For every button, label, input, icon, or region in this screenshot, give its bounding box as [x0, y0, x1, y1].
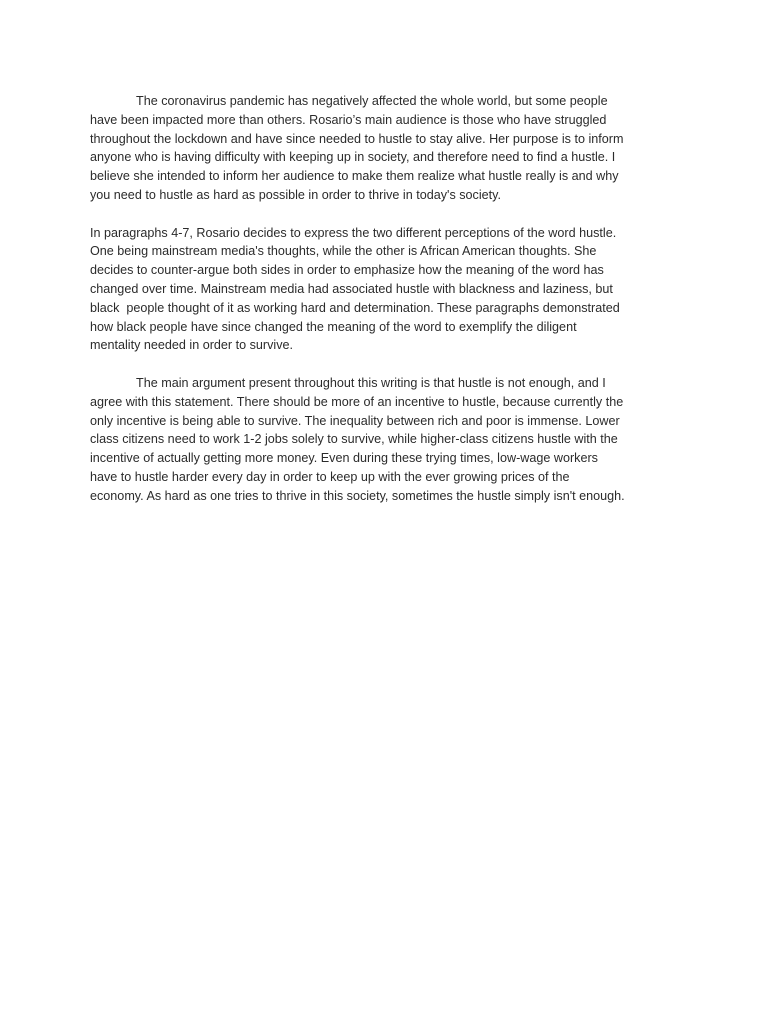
paragraph-1 — [90, 92, 686, 205]
paragraph-line: mentality needed in order to survive. — [90, 338, 294, 353]
paragraph-line: anyone who is having difficulty with keeping up in society, and therefore need to find a hustle. I — [90, 150, 616, 165]
paragraph-line: In paragraphs 4-7, Rosario decides to express the two different perceptions of the word hustle. — [90, 225, 617, 240]
paragraph-line: The main argument present throughout this writing is that hustle is not enough, and I — [136, 375, 606, 390]
paragraph-line: One being mainstream media's thoughts, while the other is African American thoughts. She — [90, 244, 597, 259]
paragraph-line: The coronavirus pandemic has negatively affected the whole world, but some people — [136, 94, 608, 108]
paragraph-line: decides to counter-argue both sides in order to emphasize how the meaning of the word has — [90, 263, 604, 278]
paragraph-line: class citizens need to work 1-2 jobs solely to survive, while higher-class citizens hustle with the — [90, 432, 618, 447]
paragraph-line: black people thought of it as working hard and determination. These paragraphs demonstrated — [90, 300, 620, 315]
paragraph-line: believe she intended to inform her audience to make them realize what hustle really is and why — [90, 169, 619, 184]
paragraph-3 — [90, 374, 686, 506]
paragraph-line: economy. As hard as one tries to thrive in this society, sometimes the hustle simply isn't enough. — [90, 488, 625, 503]
paragraph-line: throughout the lockdown and have since needed to hustle to stay alive. Her purpose is to inform — [90, 131, 624, 146]
paragraph-line: changed over time. Mainstream media had associated hustle with blackness and laziness, but — [90, 281, 613, 296]
paragraph-line: only incentive is being able to survive. The inequality between rich and poor is immense. Lower — [90, 413, 620, 428]
paragraph-2 — [90, 224, 686, 356]
paragraph-line: agree with this statement. There should be more of an incentive to hustle, because currently the — [90, 394, 624, 409]
paragraph-line: how black people have since changed the meaning of the word to exemplify the diligent — [90, 319, 577, 334]
paragraph-line: incentive of actually getting more money. Even during these trying times, low-wage workers — [90, 451, 598, 466]
paragraph-line: have to hustle harder every day in order to keep up with the ever growing prices of the — [90, 469, 570, 484]
paragraph-line: have been impacted more than others. Rosario’s main audience is those who have struggled — [90, 112, 607, 127]
document-page — [90, 92, 686, 524]
paragraph-line: you need to hustle as hard as possible in order to thrive in today's society. — [90, 187, 501, 202]
